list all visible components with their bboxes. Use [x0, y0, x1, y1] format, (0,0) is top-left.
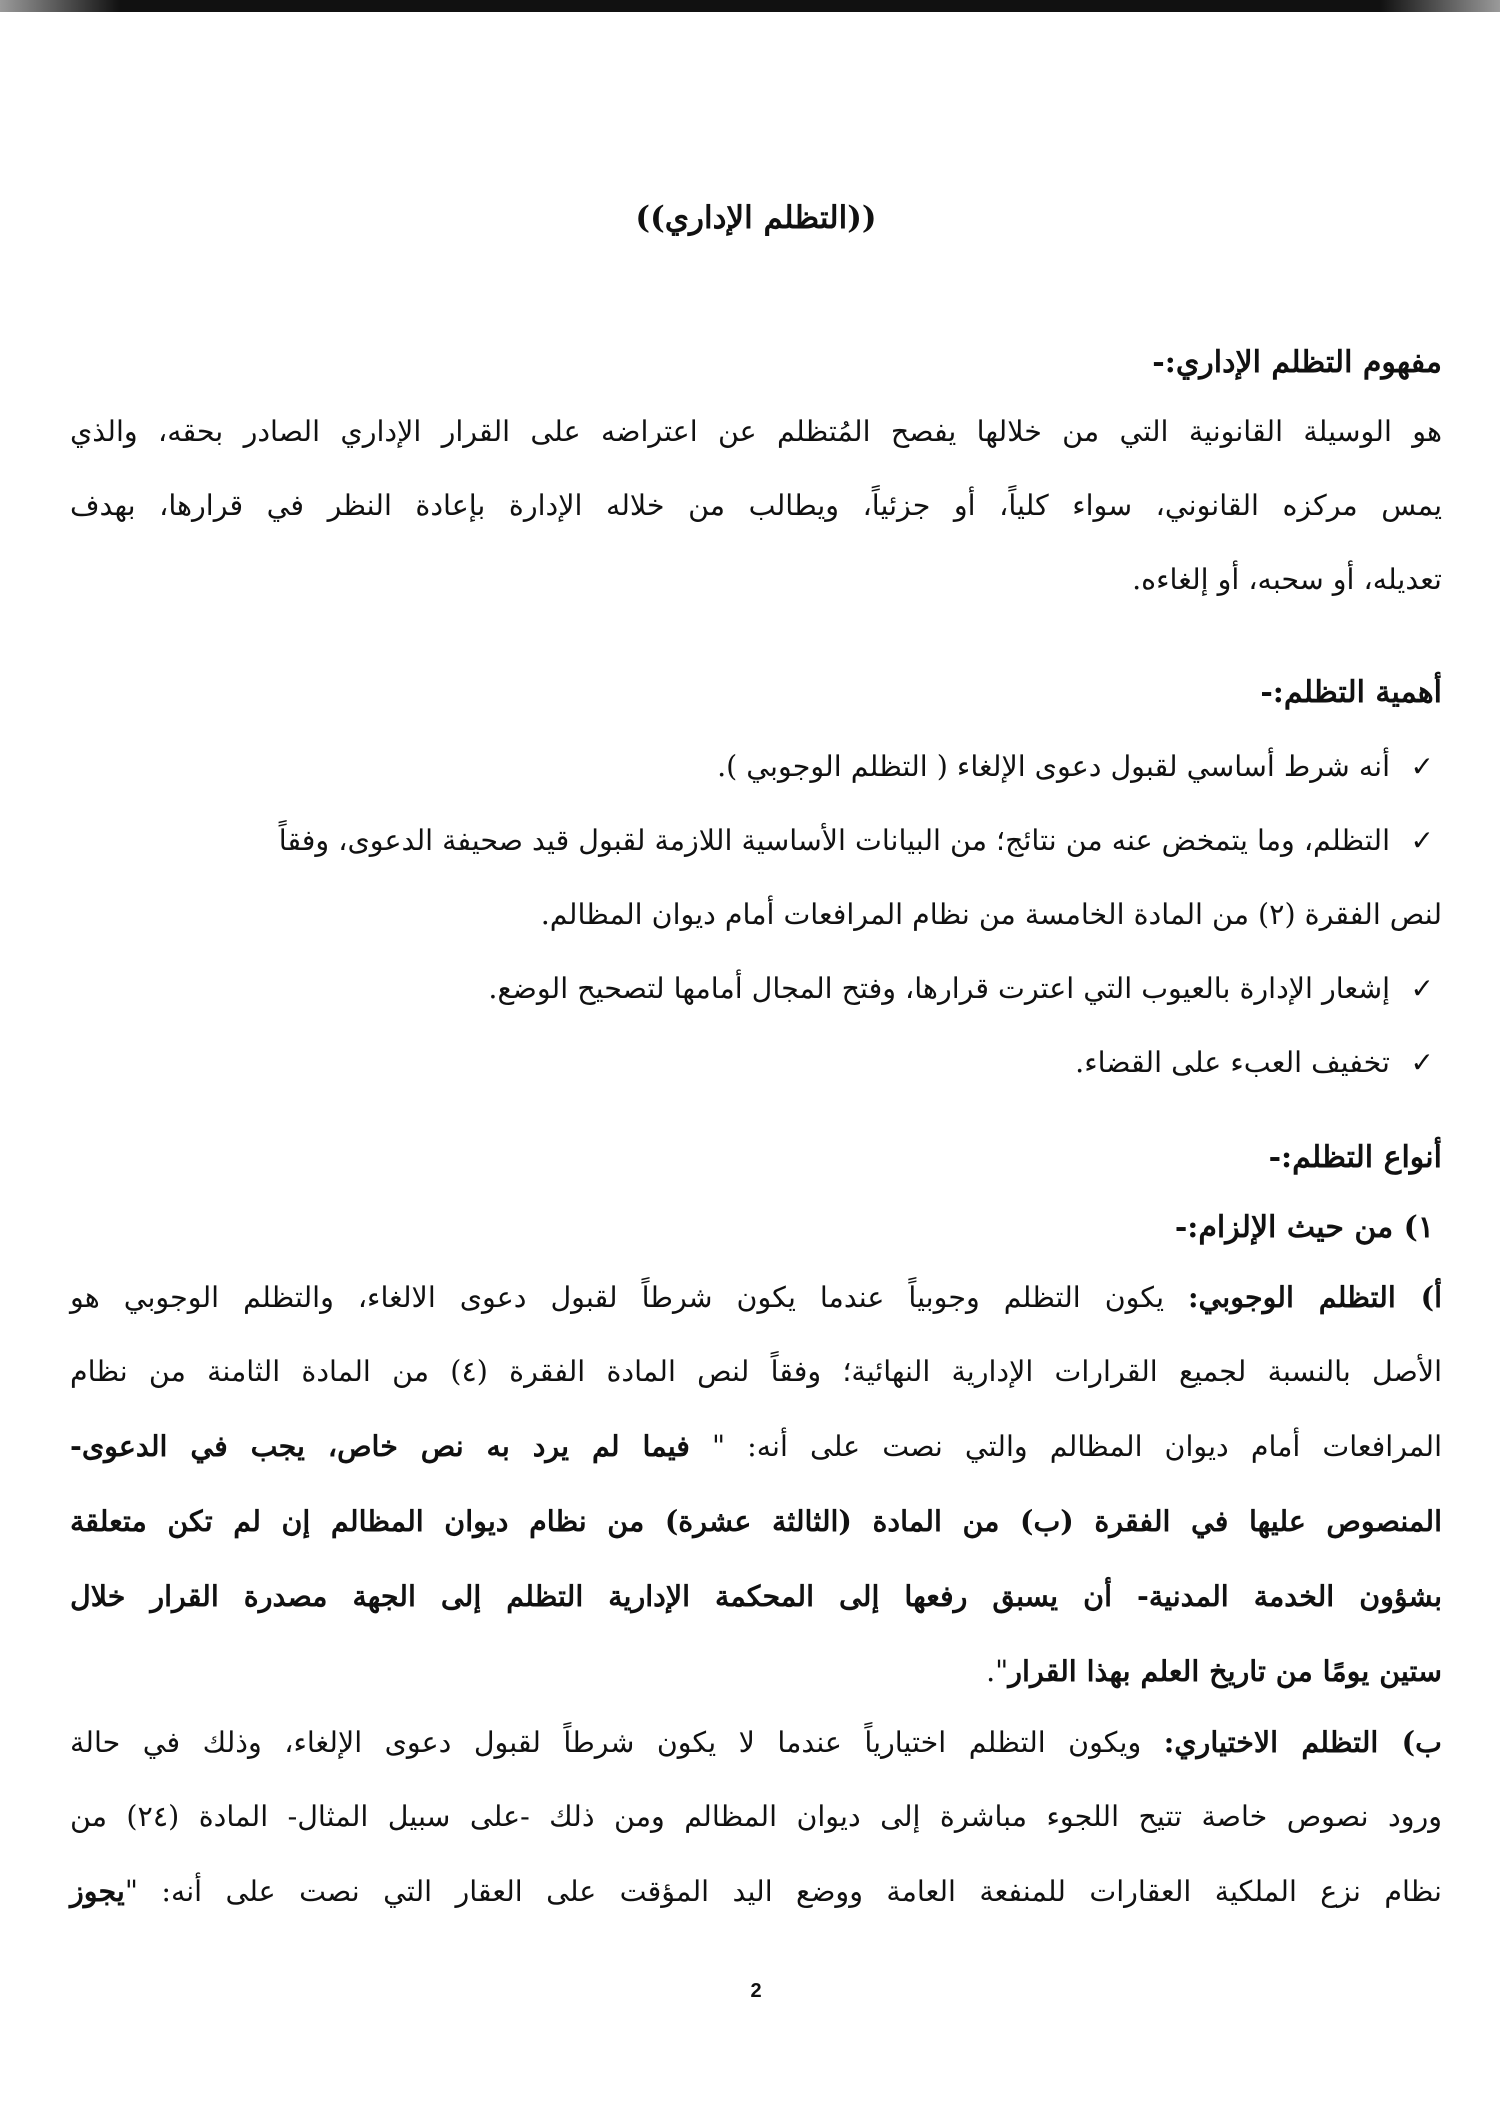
- optional-text: ويكون التظلم اختيارياً عندما لا يكون شرطاً لقبول دعوى الإلغاء، وذلك في حالة: [70, 1726, 1164, 1759]
- concept-heading: مفهوم التظلم الإداري:-: [1152, 345, 1442, 380]
- check-icon: ✓: [1410, 750, 1434, 783]
- types-heading: أنواع التظلم:-: [1268, 1140, 1442, 1175]
- list-item-text: تخفيف العبء على القضاء.: [1075, 1046, 1390, 1079]
- mandatory-quote: فيما لم يرد به نص خاص، يجب في الدعوى-: [70, 1429, 690, 1463]
- importance-list: [70, 730, 1442, 1100]
- mandatory-quote: بشؤون الخدمة المدنية- أن يسبق رفعها إلى المحكمة الإدارية التظلم إلى الجهة مصدرة القرار خلال: [70, 1579, 1442, 1613]
- mandatory-paragraph: [70, 1260, 1442, 1709]
- document-title: ((التظلم الإداري)): [635, 200, 877, 236]
- types-subheading: ١) من حيث الإلزام:-: [1174, 1210, 1434, 1245]
- mandatory-text: المرافعات أمام ديوان المظالم والتي نصت على أنه: ": [689, 1430, 1442, 1463]
- mandatory-line: [70, 1260, 1442, 1335]
- mandatory-line: [70, 1484, 1442, 1559]
- check-icon: ✓: [1410, 972, 1434, 1005]
- optional-line: [70, 1705, 1442, 1780]
- mandatory-text: يكون التظلم وجوبياً عندما يكون شرطاً لقبول دعوى الالغاء، والتظلم الوجوبي هو: [70, 1281, 1189, 1314]
- check-icon: ✓: [1410, 824, 1434, 857]
- optional-label: ب) التظلم الاختياري:: [1163, 1725, 1442, 1759]
- mandatory-label: أ) التظلم الوجوبي:: [1188, 1280, 1442, 1314]
- list-item-continuation: لنص الفقرة (٢) من المادة الخامسة من نظام المرافعات أمام ديوان المظالم.: [540, 898, 1442, 931]
- check-icon: ✓: [1410, 1046, 1434, 1079]
- optional-quote: يجوز: [70, 1874, 125, 1908]
- concept-line: يمس مركزه القانوني، سواء كلياً، أو جزئياً، ويطالب من خلاله الإدارة بإعادة النظر في قرارها، بهدف: [70, 489, 1442, 522]
- scan-top-border: [0, 0, 1500, 12]
- list-item: [70, 1026, 1442, 1100]
- mandatory-line: [70, 1634, 1442, 1709]
- optional-line: ورود نصوص خاصة تتيح اللجوء مباشرة إلى ديوان المظالم ومن ذلك -على سبيل المثال- المادة (٢٤) من: [70, 1800, 1442, 1833]
- mandatory-line: [70, 1409, 1442, 1484]
- list-item: [70, 952, 1442, 1026]
- mandatory-quote: المنصوص عليها في الفقرة (ب) من المادة (الثالثة عشرة) من نظام ديوان المظالم إن لم تكن متعلقة: [70, 1504, 1442, 1538]
- mandatory-line: [70, 1559, 1442, 1634]
- concept-line: تعديله، أو سحبه، أو إلغاءه.: [1132, 563, 1442, 596]
- optional-line: [70, 1854, 1442, 1929]
- list-item: [70, 730, 1442, 804]
- list-item-text: إشعار الإدارة بالعيوب التي اعترت قرارها، وفتح المجال أمامها لتصحيح الوضع.: [488, 972, 1390, 1005]
- mandatory-quote: ستين يومًا من تاريخ العلم بهذا القرار: [1008, 1654, 1442, 1688]
- page-number: 2: [750, 1980, 762, 2002]
- list-item-text: التظلم، وما يتمخض عنه من نتائج؛ من البيانات الأساسية اللازمة لقبول قيد صحيفة الدعوى، وفقاً: [278, 824, 1390, 857]
- list-item: [70, 804, 1442, 952]
- optional-paragraph: [70, 1705, 1442, 1929]
- concept-paragraph: [70, 395, 1442, 617]
- importance-heading: أهمية التظلم:-: [1260, 675, 1442, 710]
- mandatory-line: الأصل بالنسبة لجميع القرارات الإدارية النهائية؛ وفقاً لنص المادة الفقرة (٤) من المادة الثامنة من نظام: [70, 1355, 1442, 1388]
- mandatory-text: ".: [986, 1655, 1009, 1688]
- list-item-text: أنه شرط أساسي لقبول دعوى الإلغاء ( التظلم الوجوبي ).: [717, 750, 1390, 783]
- optional-text: نظام نزع الملكية العقارات للمنفعة العامة ووضع اليد المؤقت على العقار التي نصت على أنه: ": [124, 1875, 1442, 1908]
- concept-line: هو الوسيلة القانونية التي من خلالها يفصح المُتظلم عن اعتراضه على القرار الإداري الصادر بحقه، والذي: [70, 415, 1442, 448]
